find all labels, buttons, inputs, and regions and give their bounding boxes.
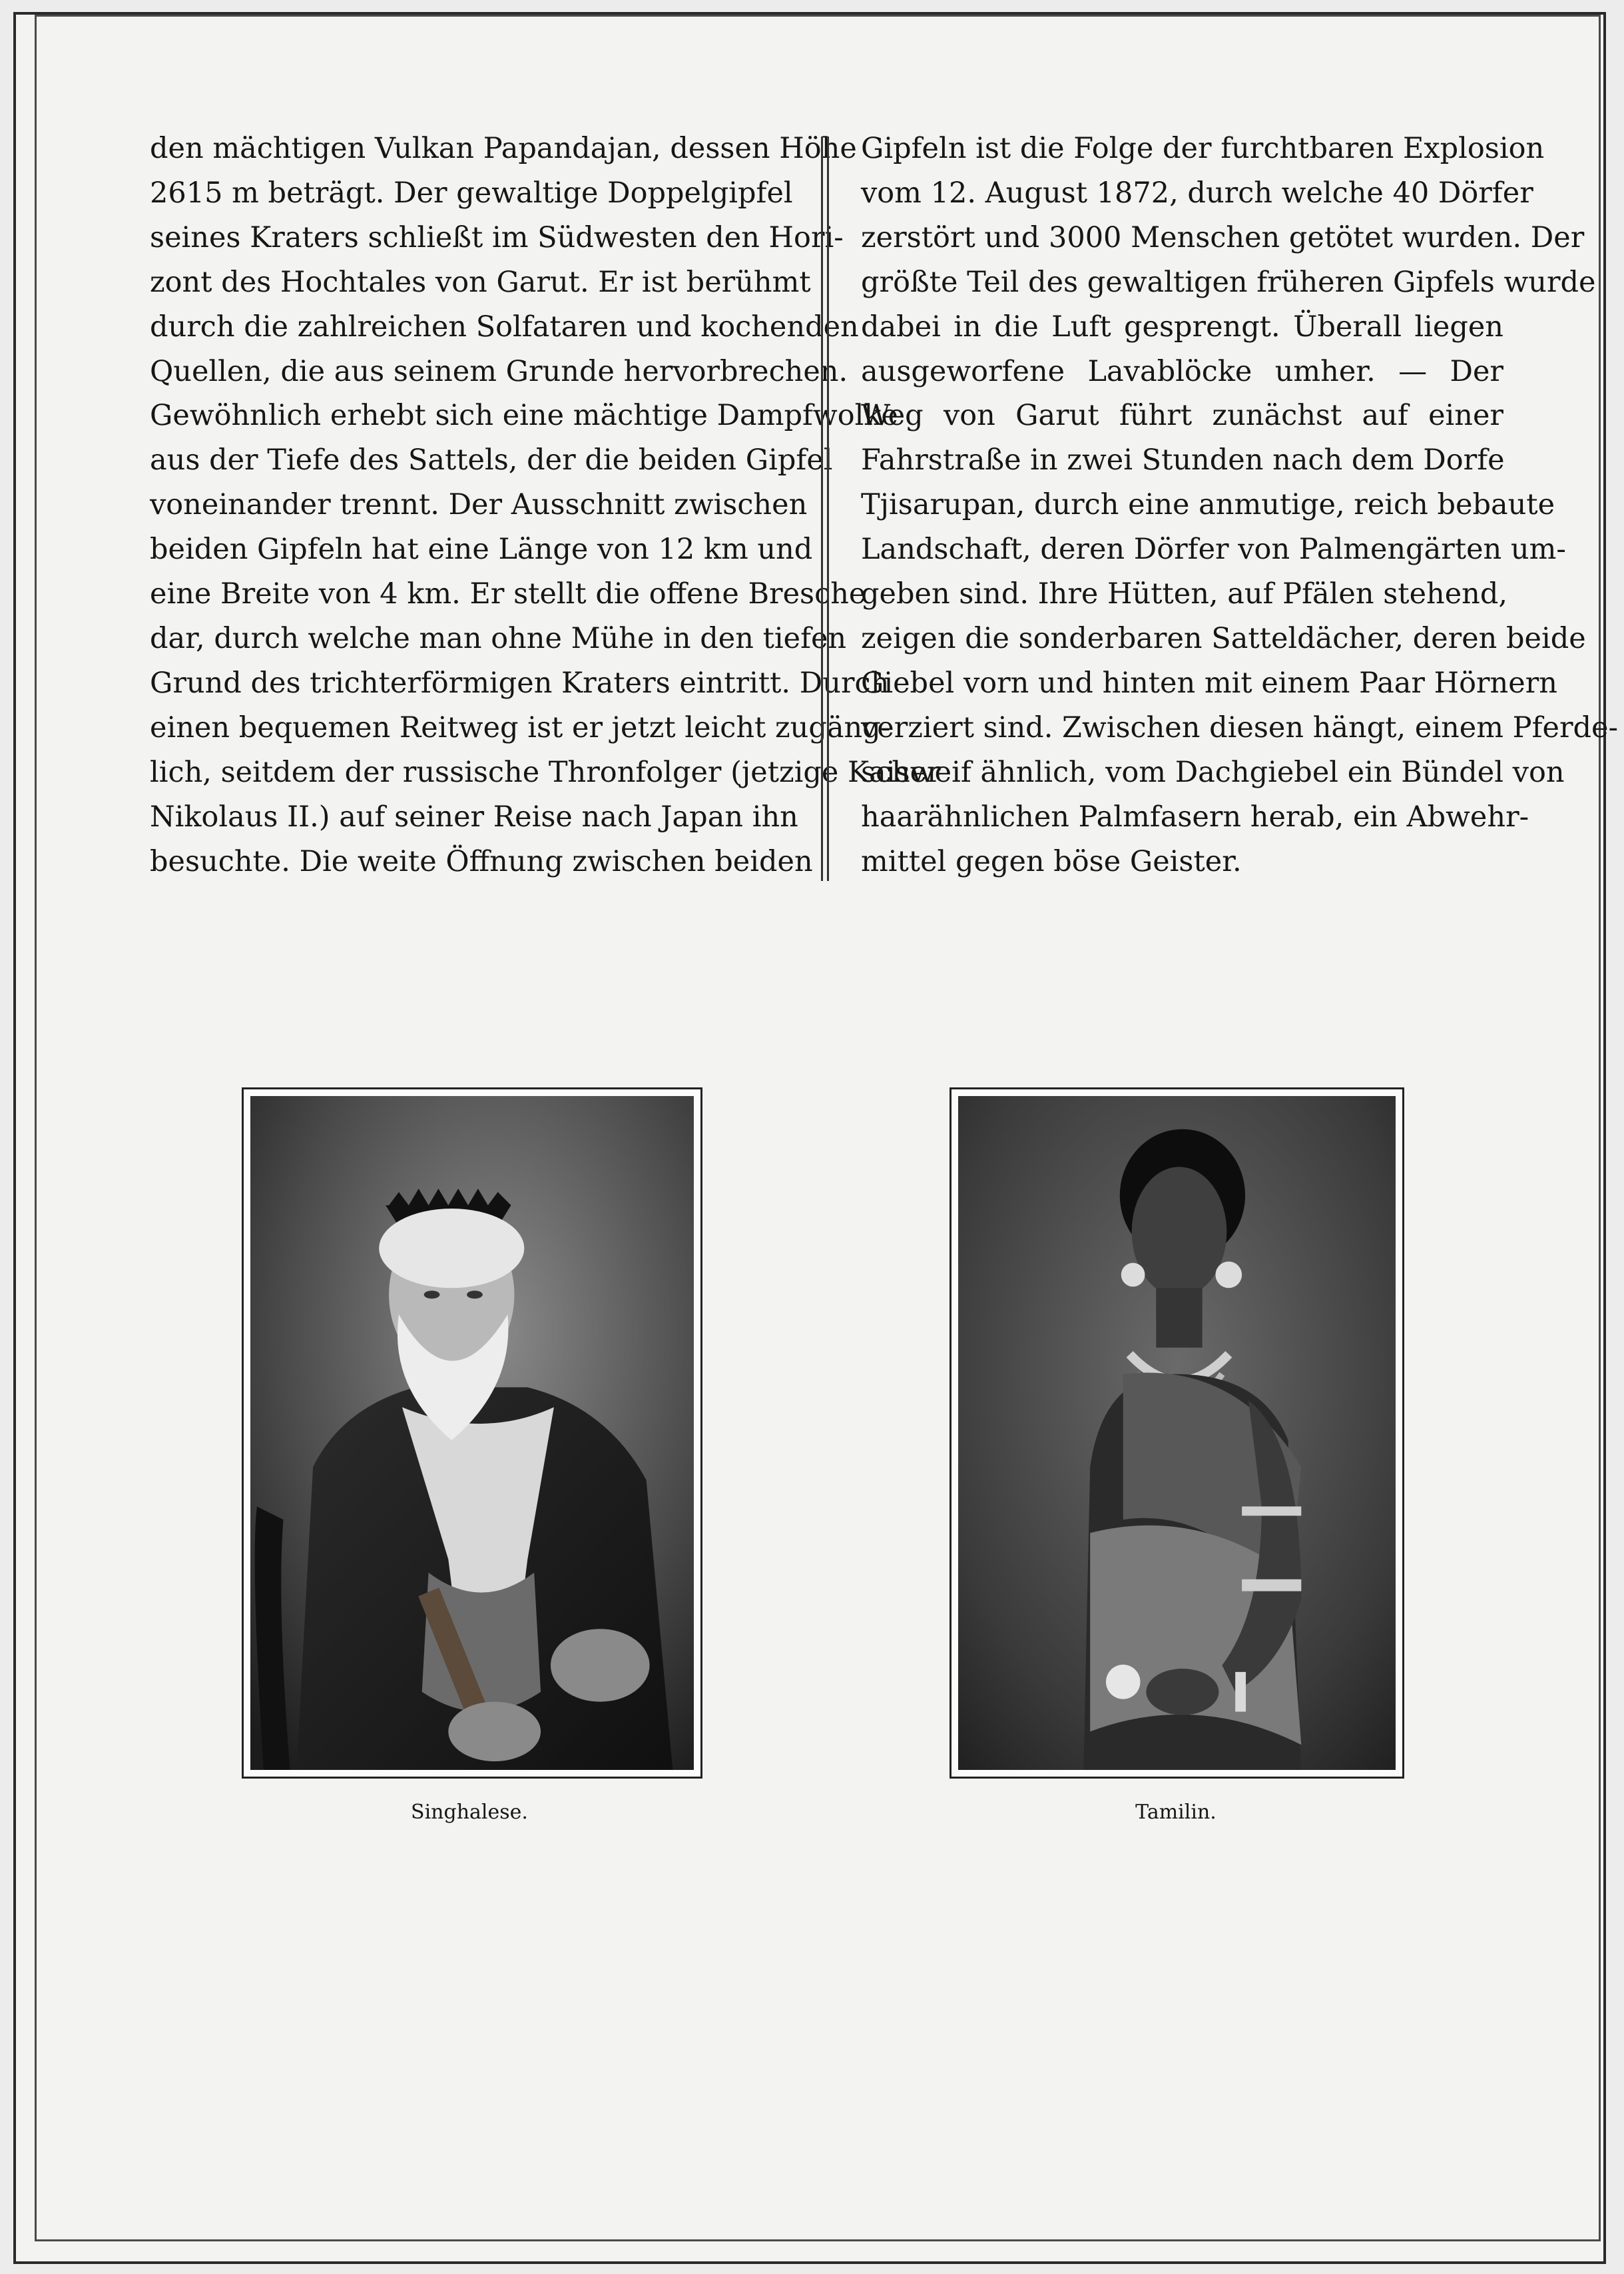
text-line: aus der Tiefe des Sattels, der die beiden Gipfel — [150, 443, 833, 477]
text-line: Grund des trichterförmigen Kraters eintritt. Durch — [150, 666, 890, 700]
column-divider — [821, 137, 829, 881]
text-line: geben sind. Ihre Hütten, auf Pfälen stehend, — [861, 577, 1508, 611]
portrait-image — [958, 1096, 1396, 1770]
text-line: Landschaft, deren Dörfer von Palmengärten um- — [861, 533, 1566, 567]
portrait-image — [250, 1096, 694, 1770]
text-line: mittel gegen böse Geister. — [861, 844, 1242, 878]
text-column-left — [150, 127, 941, 884]
text-line: zeigen die sonderbaren Satteldächer, deren beide — [861, 621, 1586, 655]
text-line: verziert sind. Zwischen diesen hängt, einem Pferde- — [861, 711, 1619, 744]
text-line: Nikolaus II.) auf seiner Reise nach Japan ihn — [150, 800, 798, 834]
text-line: größte Teil des gewaltigen früheren Gipfels wurde — [861, 265, 1596, 299]
text-line: Gewöhnlich erhebt sich eine mächtige Dampfwolke — [150, 399, 898, 433]
text-line: den mächtigen Vulkan Papandajan, dessen Höhe — [150, 132, 857, 165]
text-column-right — [861, 127, 1619, 884]
portrait-photo-singhalese — [250, 1096, 694, 1770]
text-line: beiden Gipfeln hat eine Länge von 12 km und — [150, 533, 813, 567]
text-line: voneinander trennt. Der Ausschnitt zwischen — [150, 488, 808, 522]
text-line: lich, seitdem der russische Thronfolger (jetzige Kaiser — [150, 755, 941, 789]
text-line: einen bequemen Reitweg ist er jetzt leicht zugäng- — [150, 711, 891, 744]
text-line: durch die zahlreichen Solfataren und kochenden — [150, 310, 859, 344]
portrait-photo-tamilin — [958, 1096, 1396, 1770]
text-line: seines Kraters schließt im Südwesten den Hori- — [150, 220, 844, 254]
caption-singhalese: Singhalese. — [411, 1801, 528, 1824]
text-line: dar, durch welche man ohne Mühe in den tiefen — [150, 621, 847, 655]
text-line: Weg von Garut führt zunächst auf einer — [861, 399, 1503, 433]
text-line: besuchte. Die weite Öffnung zwischen beiden — [150, 844, 813, 878]
text-line: dabei in die Luft gesprengt. Überall liegen — [861, 310, 1503, 344]
photo-frame-singhalese — [242, 1087, 702, 1779]
text-line: vom 12. August 1872, durch welche 40 Dörfer — [861, 176, 1533, 210]
text-line: ausgeworfene Lavablöcke umher. — Der — [861, 354, 1503, 388]
caption-tamilin: Tamilin. — [1135, 1801, 1217, 1824]
text-line: Fahrstraße in zwei Stunden nach dem Dorfe — [861, 443, 1505, 477]
text-line: schweif ähnlich, vom Dachgiebel ein Bündel von — [861, 755, 1565, 789]
text-line: Giebel vorn und hinten mit einem Paar Hörnern — [861, 666, 1557, 700]
photo-frame-tamilin — [949, 1087, 1404, 1779]
text-line: Gipfeln ist die Folge der furchtbaren Explosion — [861, 132, 1545, 165]
text-line: haarähnlichen Palmfasern herab, ein Abwehr- — [861, 800, 1529, 834]
text-line: zont des Hochtales von Garut. Er ist berühmt — [150, 265, 811, 299]
text-line: Quellen, die aus seinem Grunde hervorbrechen. — [150, 354, 848, 388]
text-line: zerstört und 3000 Menschen getötet wurden. Der — [861, 220, 1585, 254]
text-line: 2615 m beträgt. Der gewaltige Doppelgipfel — [150, 176, 793, 210]
text-line: eine Breite von 4 km. Er stellt die offene Bresche — [150, 577, 866, 611]
text-line: Tjisarupan, durch eine anmutige, reich bebaute — [861, 488, 1555, 522]
